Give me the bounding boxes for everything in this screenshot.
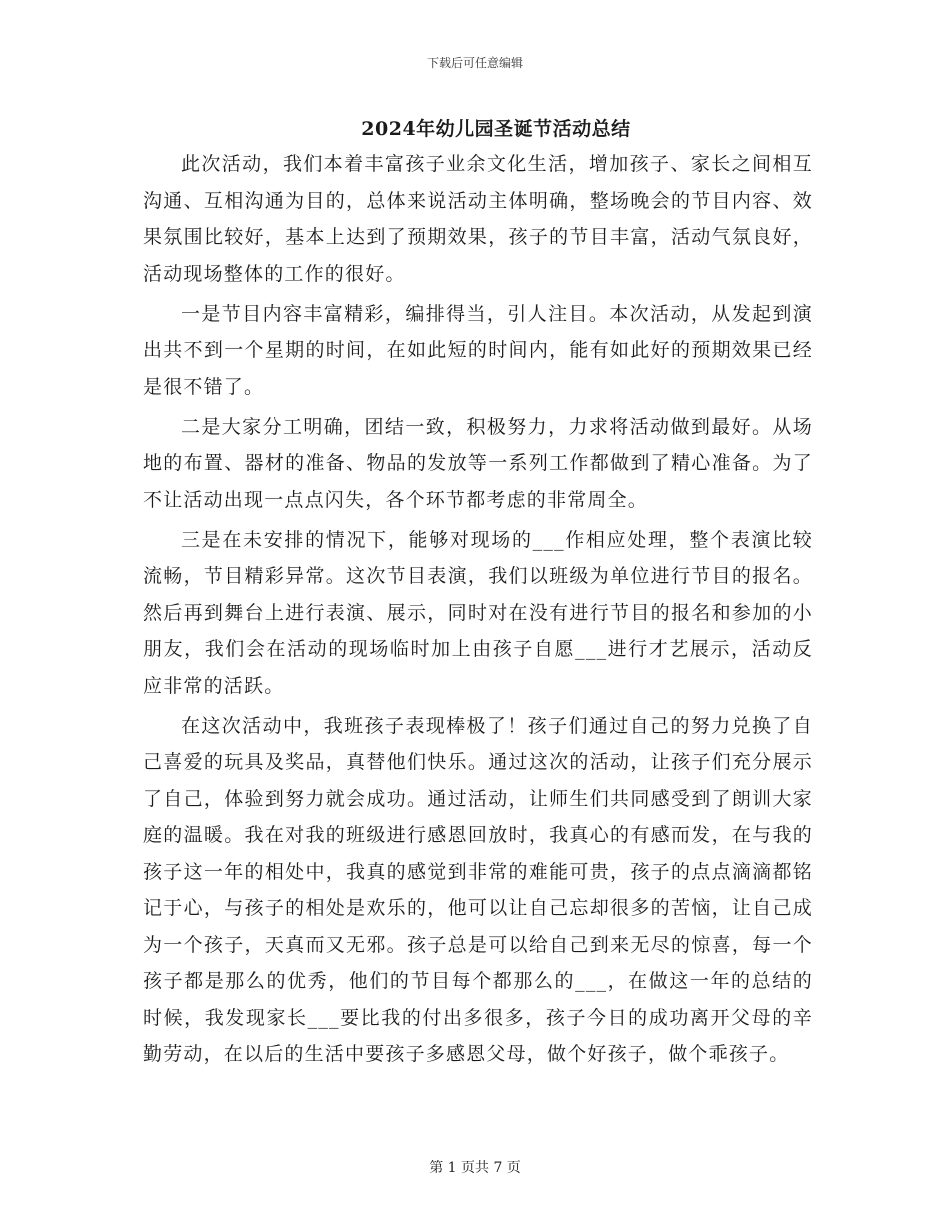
header-note: 下载后可任意编辑 xyxy=(426,56,523,70)
document-body xyxy=(143,146,813,1076)
document-title: 2024年幼儿园圣诞节活动总结 xyxy=(361,118,631,140)
paragraph-intro: 此次活动，我们本着丰富孩子业余文化生活，增加孩子、家长之间相互沟通、互相沟通为目的，总体来说活动主体明确，整场晚会的节目内容、效果氛围比较好，基本上达到了预期效果，孩子的节目丰富，活动气氛良好，活动现场整体的工作的很好。 xyxy=(143,153,813,285)
paragraph-point-three: 三是在未安排的情况下，能够对现场的___作相应处理，整个表演比较流畅，节目精彩异常。这次节目表演，我们以班级为单位进行节目的报名。然后再到舞台上进行表演、展示，同时对在没有进行节目的报名和参加的小朋友，我们会在活动的现场临时加上由孩子自愿___进行才艺展示，活动反应非常的活跃。 xyxy=(143,528,813,697)
page-number: 第 1 页共 7 页 xyxy=(429,1160,521,1176)
paragraph-reflection: 在这次活动中，我班孩子表现棒极了！孩子们通过自己的努力兑换了自己喜爱的玩具及奖品，真替他们快乐。通过这次的活动，让孩子们充分展示了自己，体验到努力就会成功。通过活动，让师生们共同感受到了朗训大家庭的温暖。我在对我的班级进行感恩回放时，我真心的有感而发，在与我的孩子这一年的相处中，我真的感觉到非常的难能可贵，孩子的点点滴滴都铭记于心，与孩子的相处是欢乐的，他可以让自己忘却很多的苦恼，让自己成为一个孩子，天真而又无邪。孩子总是可以给自己到来无尽的惊喜，每一个孩子都是那么的优秀，他们的节目每个都那么的___，在做这一年的总结的时候，我发现家长___要比我的付出多很多，孩子今日的成功离开父母的辛勤劳动，在以后的生活中要孩子多感恩父母，做个好孩子，做个乖孩子。 xyxy=(143,714,813,1065)
paragraph-point-one: 一是节目内容丰富精彩，编排得当，引人注目。本次活动，从发起到演出共不到一个星期的时间，在如此短的时间内，能有如此好的预期效果已经是很不错了。 xyxy=(143,302,813,398)
paragraph-point-two: 二是大家分工明确，团结一致，积极努力，力求将活动做到最好。从场地的布置、器材的准备、物品的发放等一系列工作都做到了精心准备。为了不让活动出现一点点闪失，各个环节都考虑的非常周全。 xyxy=(143,415,813,511)
